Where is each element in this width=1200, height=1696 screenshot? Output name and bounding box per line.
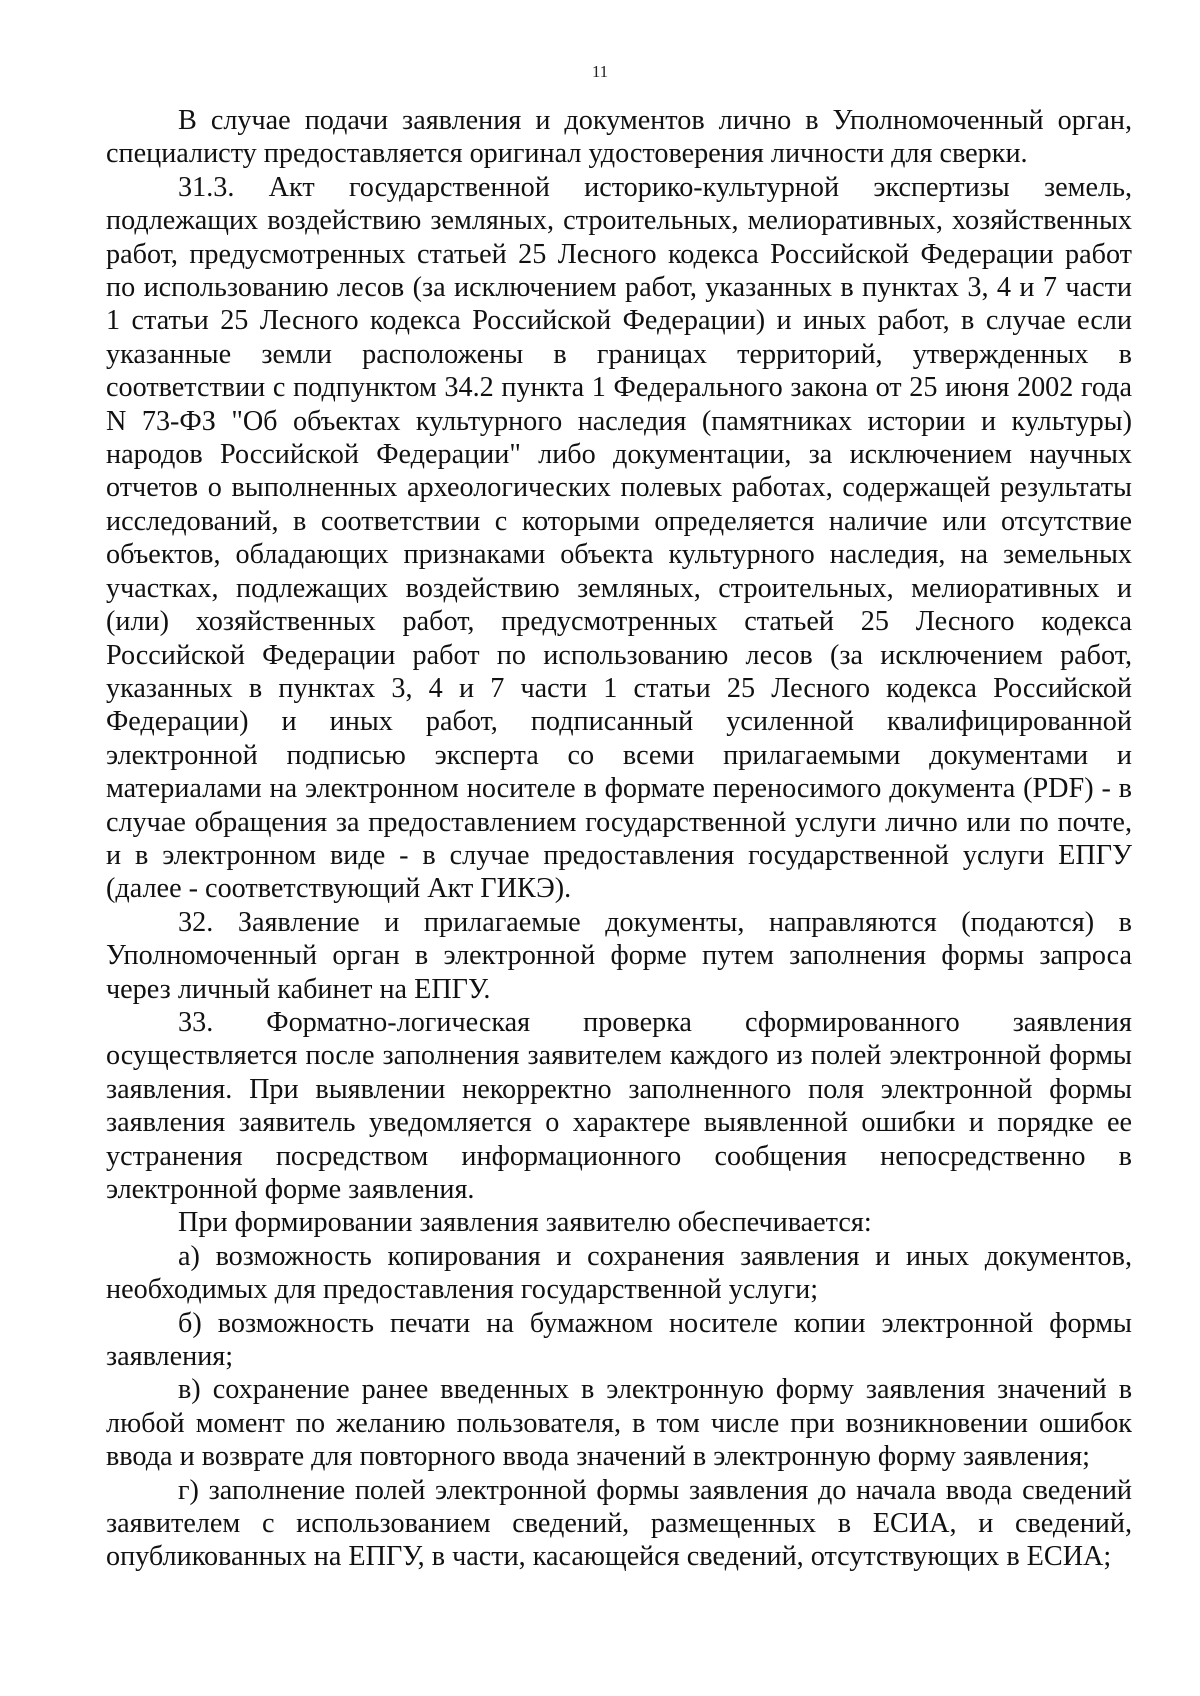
document-body bbox=[106, 104, 1132, 1574]
paragraph-item-a: а) возможность копирования и сохранения заявления и иных документов, необходимых для предоставления государственной услуги; bbox=[106, 1240, 1132, 1306]
page-number: 11 bbox=[591, 62, 609, 81]
paragraph-31-3: 31.3. Акт государственной историко-культурной экспертизы земель, подлежащих воздействию земляных, строительных, мелиоративных, хозяйственных работ, предусмотренных статьей 25 Лесного кодекса Российской Федерации работ по использованию лесов (за исключением работ, указанных в пунктах 3, 4 и 7 части 1 статьи 25 Лесного кодекса Российской Федерации) и иных работ, в случае если указанные земли расположены в границах территорий, утвержденных в соответствии с подпунктом 34.2 пункта 1 Федерального закона от 25 июня 2002 года N 73-ФЗ "Об объектах культурного наследия (памятниках истории и культуры) народов Российской Федерации" либо документации, за исключением научных отчетов о выполненных археологических полевых работах, содержащей результаты исследований, в соответствии с которыми определяется наличие или отсутствие объектов, обладающих признаками объекта культурного наследия, на земельных участках, подлежащих воздействию земляных, строительных, мелиоративных и (или) хозяйственных работ, предусмотренных статьей 25 Лесного кодекса Российской Федерации работ по использованию лесов (за исключением работ, указанных в пунктах 3, 4 и 7 части 1 статьи 25 Лесного кодекса Российской Федерации) и иных работ, подписанный усиленной квалифицированной электронной подписью эксперта со всеми прилагаемыми документами и материалами на электронном носителе в формате переносимого документа (PDF) - в случае обращения за предоставлением государственной услуги лично или по почте, и в электронном виде - в случае предоставления государственной услуги ЕПГУ (далее - соответствующий Акт ГИКЭ). bbox=[106, 171, 1132, 905]
paragraph-item-b: б) возможность печати на бумажном носителе копии электронной формы заявления; bbox=[106, 1307, 1132, 1373]
paragraph-identity-document: В случае подачи заявления и документов лично в Уполномоченный орган, специалисту предоставляется оригинал удостоверения личности для сверки. bbox=[106, 105, 1132, 170]
paragraph-item-v: в) сохранение ранее введенных в электронную форму заявления значений в любой момент по желанию пользователя, в том числе при возникновении ошибок ввода и возврате для повторного ввода значений в электронную форму заявления; bbox=[106, 1374, 1132, 1473]
paragraph-32: 32. Заявление и прилагаемые документы, направляются (подаются) в Уполномоченный орган в электронной форме путем заполнения формы запроса через личный кабинет на ЕПГУ. bbox=[106, 906, 1132, 1005]
paragraph-33: 33. Форматно-логическая проверка сформированного заявления осуществляется после заполнения заявителем каждого из полей электронной формы заявления. При выявлении некорректно заполненного поля электронной формы заявления заявитель уведомляется о характере выявленной ошибки и порядке ее устранения посредством информационного сообщения непосредственно в электронной форме заявления. bbox=[106, 1006, 1132, 1205]
paragraph-form-provisions-intro: При формировании заявления заявителю обеспечивается: bbox=[178, 1207, 872, 1239]
paragraph-item-g: г) заполнение полей электронной формы заявления до начала ввода сведений заявителем с использованием сведений, размещенных в ЕСИА, и сведений, опубликованных на ЕПГУ, в части, касающейся сведений, отсутствующих в ЕСИА; bbox=[106, 1474, 1132, 1573]
